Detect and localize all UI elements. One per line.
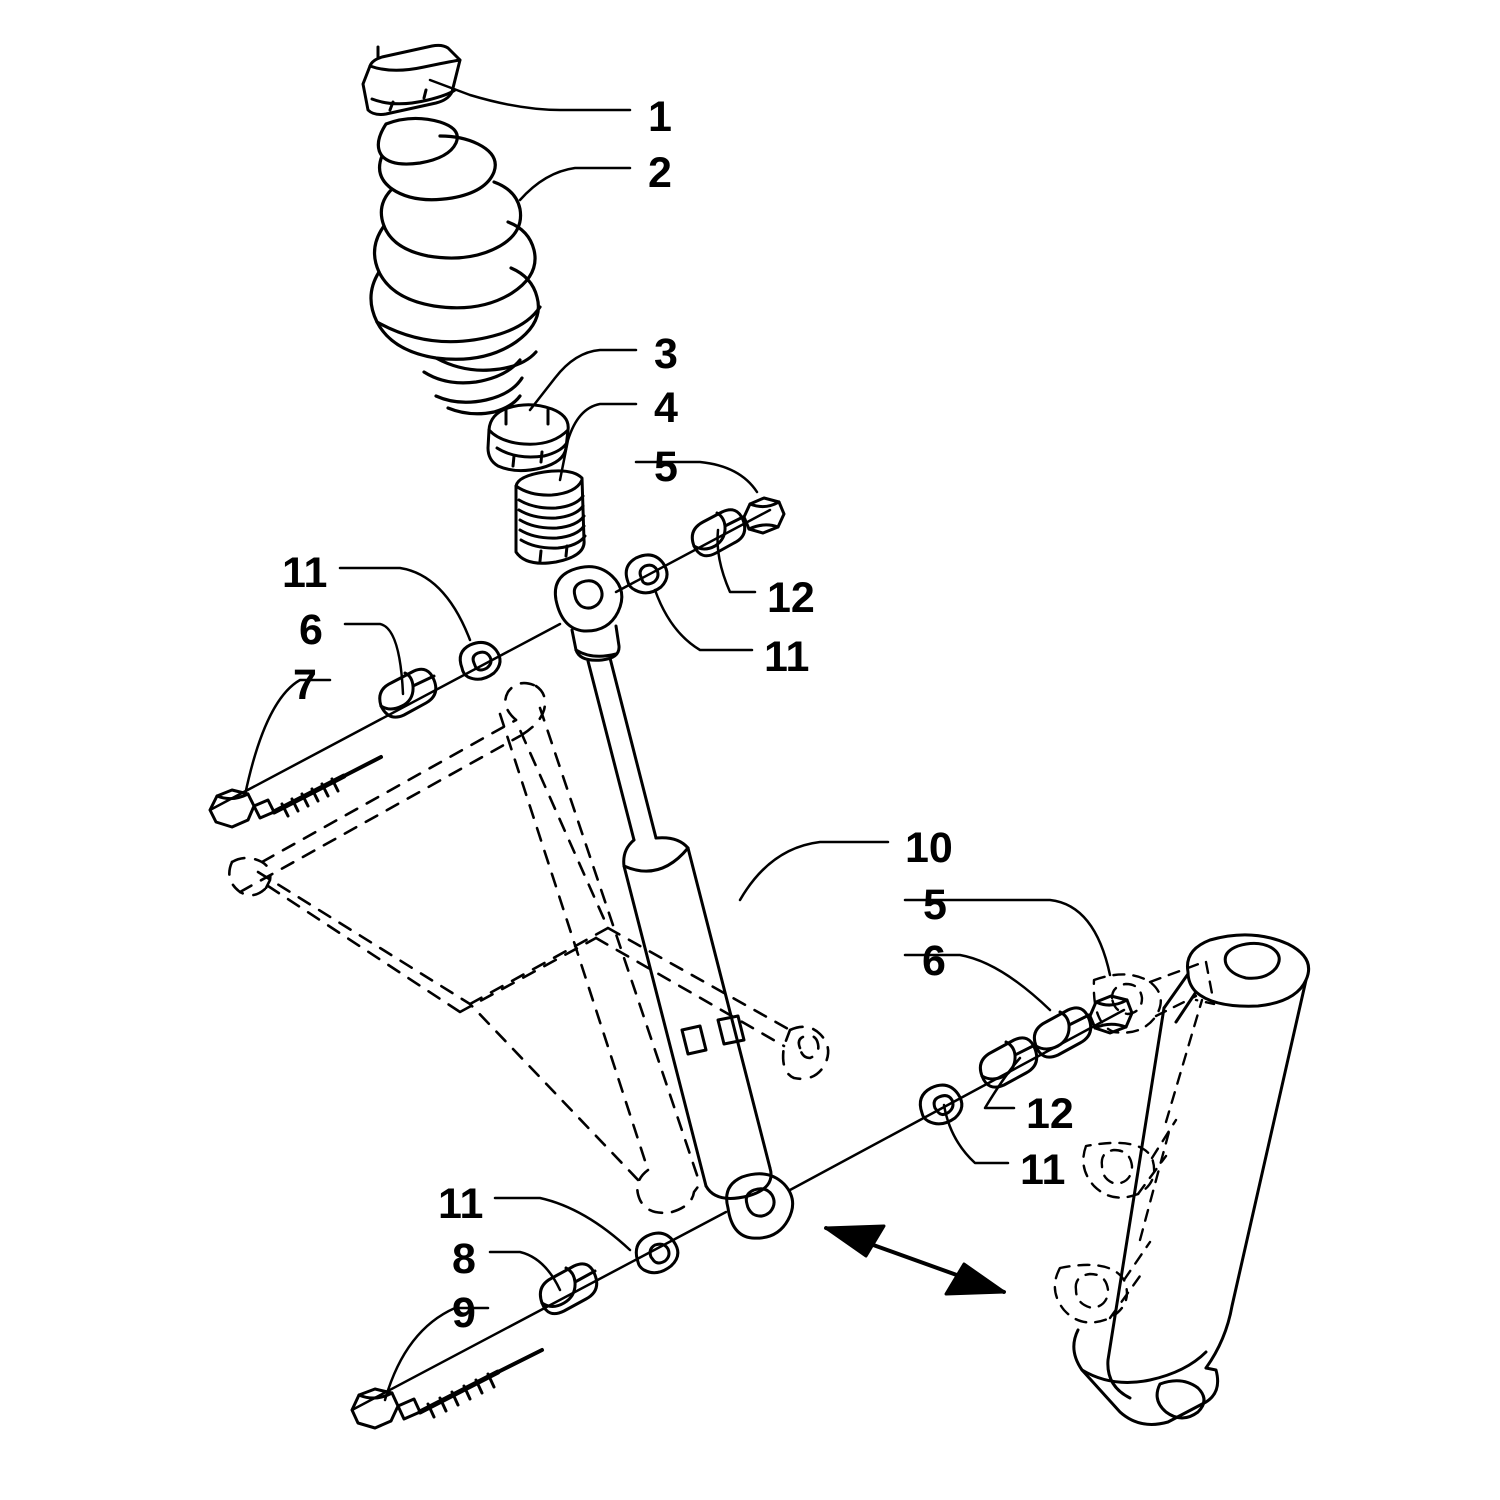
callout-12-upper: 12: [767, 574, 815, 622]
part-shock-absorber: [555, 567, 792, 1239]
callout-3: 3: [654, 330, 678, 378]
callout-9: 9: [452, 1289, 476, 1337]
phantom-a-arm: [229, 683, 828, 1213]
callout-10: 10: [905, 824, 953, 872]
part-spring-lower-seat: [488, 405, 568, 471]
callout-6-upper: 6: [299, 606, 323, 654]
callout-11-lower-right: 11: [1020, 1146, 1066, 1194]
callout-5-upper: 5: [654, 443, 678, 491]
callout-12-lower: 12: [1026, 1090, 1074, 1138]
part-coil-spring: [371, 118, 540, 413]
callout-7: 7: [293, 661, 317, 709]
callout-4: 4: [654, 384, 678, 432]
callout-1: 1: [648, 93, 672, 141]
part-lower-bolt: [352, 1350, 542, 1428]
part-washer-upper-right: [626, 555, 667, 593]
travel-direction-arrow: [826, 1226, 1004, 1294]
part-upper-bolt: [210, 757, 381, 827]
callout-11-upper-right: 11: [764, 633, 810, 681]
callout-11-lower-left: 11: [438, 1180, 484, 1228]
part-nut-upper-right: [744, 498, 784, 533]
part-washer-lower-left: [636, 1233, 678, 1273]
callout-11-upper-left: 11: [282, 549, 328, 597]
callout-8: 8: [452, 1235, 476, 1283]
part-spring-upper-seat: [363, 45, 460, 114]
callout-6-lower: 6: [922, 937, 946, 985]
part-bump-stop-bushing: [516, 471, 585, 563]
part-washer-lower-right: [920, 1085, 962, 1124]
callout-5-lower: 5: [923, 881, 947, 929]
part-washer-upper-left: [460, 642, 500, 679]
callout-2: 2: [648, 149, 672, 197]
